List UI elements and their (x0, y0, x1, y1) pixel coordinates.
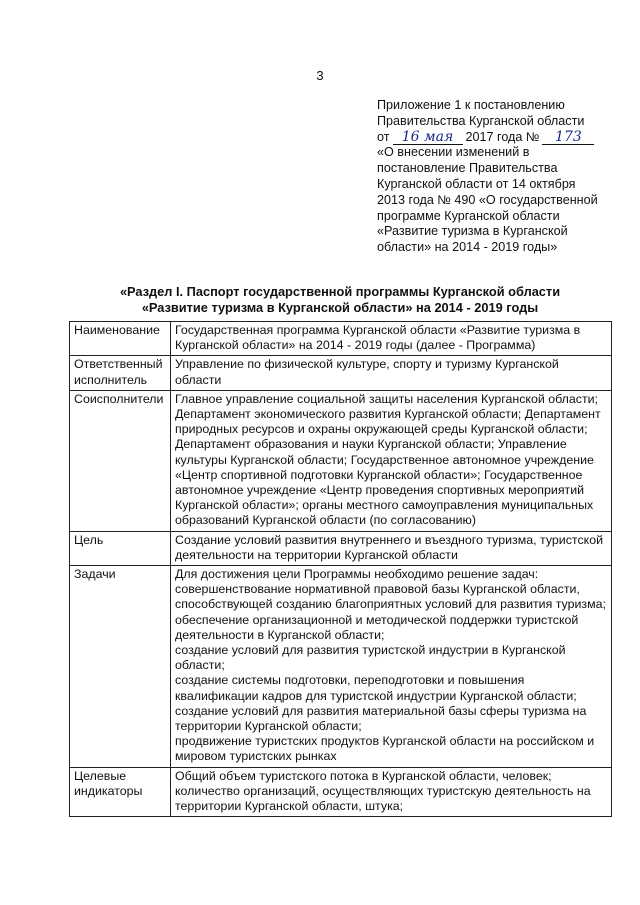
table-row (70, 566, 612, 768)
row-value-item: Главное управление социальной защиты населения Курганской области; Департамент экономического развития Курганской области; Департамент природных ресурсов и охраны окружающей среды Курганской области; Департамент образования и науки Курганской области; Управление культуры Курганской области; Государственное автономное учреждение «Центр спортивной подготовки Курганской области»; Государственное автономное учреждение «Центр проведения спортивных мероприятий Курганской области»; органы местного самоуправления муниципальных образований Курганской области (по согласованию) (175, 391, 601, 528)
row-value-item: создание системы подготовки, переподготовки и повышения квалификации кадров для туристской индустрии Курганской области; (175, 673, 577, 703)
annex-header (377, 98, 627, 256)
table-row (70, 767, 612, 817)
annex-line-2: Правительства Курганской области (377, 113, 585, 128)
annex-line-8: программе Курганской области (377, 208, 560, 223)
annex-line-7: 2013 года № 490 «О государственной (377, 192, 598, 207)
handwritten-number: 173 (542, 131, 594, 145)
annex-line-1: Приложение 1 к постановлению (377, 98, 565, 112)
row-value (171, 390, 612, 531)
handwritten-date: 16 мая (393, 131, 463, 145)
row-value (171, 531, 612, 565)
row-value-item: совершенствование нормативной правовой базы Курганской области, способствующей созданию благоприятных условий для развития туризма; (175, 582, 606, 612)
annex-line-6: Курганской области от 14 октября (377, 176, 576, 191)
row-value-item: Государственная программа Курганской области «Развитие туризма в Курганской области» на 2014 - 2019 годы (далее - Программа) (175, 323, 581, 353)
row-value (171, 767, 612, 817)
annex-date-line (377, 130, 627, 146)
row-label: Цель (70, 531, 171, 565)
row-label: Задачи (70, 566, 171, 768)
row-value-item: Для достижения цели Программы необходимо решение задач: (175, 567, 539, 582)
annex-line-10: области» на 2014 - 2019 годы» (377, 240, 558, 255)
row-value-item: количество организаций, осуществляющих туристскую деятельность на территории Курганской области, штука; (175, 783, 591, 814)
section-title-line-1: «Раздел I. Паспорт государственной программы Курганской области (119, 284, 561, 299)
row-label: Соисполнители (70, 390, 171, 531)
row-label: Ответственный исполнитель (70, 356, 171, 390)
annex-line-5: постановление Правительства (377, 161, 558, 176)
row-value (171, 566, 612, 768)
row-value (171, 322, 612, 356)
table-row (70, 322, 612, 356)
row-value (171, 356, 612, 390)
annex-line-4: «О внесении изменений в (377, 145, 530, 160)
section-title (60, 284, 620, 316)
annex-from: от (377, 129, 390, 144)
annex-line-9: «Развитие туризма в Курганской (377, 224, 568, 239)
table-row (70, 356, 612, 390)
row-value-item: Управление по физической культуре, спорту и туризму Курганской области (175, 357, 559, 387)
row-label: Целевые индикаторы (70, 767, 171, 817)
row-value-item: продвижение туристских продуктов Курганской области на российском и мировом туристских рынках (175, 734, 595, 764)
table-row (70, 390, 612, 531)
annex-year: 2017 года № (465, 129, 540, 144)
row-value-item: обеспечение организационной и методической поддержки туристской деятельности в Курганской области; (175, 612, 579, 642)
passport-table-body (70, 322, 612, 817)
table-row (70, 531, 612, 565)
passport-table (69, 321, 612, 817)
row-value-item: создание условий для развития материальной базы сферы туризма на территории Курганской области; (175, 703, 587, 734)
page-number: 3 (316, 68, 324, 83)
section-title-line-2: «Развитие туризма в Курганской области» на 2014 - 2019 годы (141, 300, 539, 315)
row-value-item: Общий объем туристского потока в Курганской области, человек; (175, 768, 552, 783)
row-label: Наименование (70, 322, 171, 356)
row-value-item: создание условий для развития туристской индустрии в Курганской области; (175, 643, 566, 673)
row-value-item: Создание условий развития внутреннего и въездного туризма, туристской деятельности на территории Курганской области (175, 532, 604, 562)
